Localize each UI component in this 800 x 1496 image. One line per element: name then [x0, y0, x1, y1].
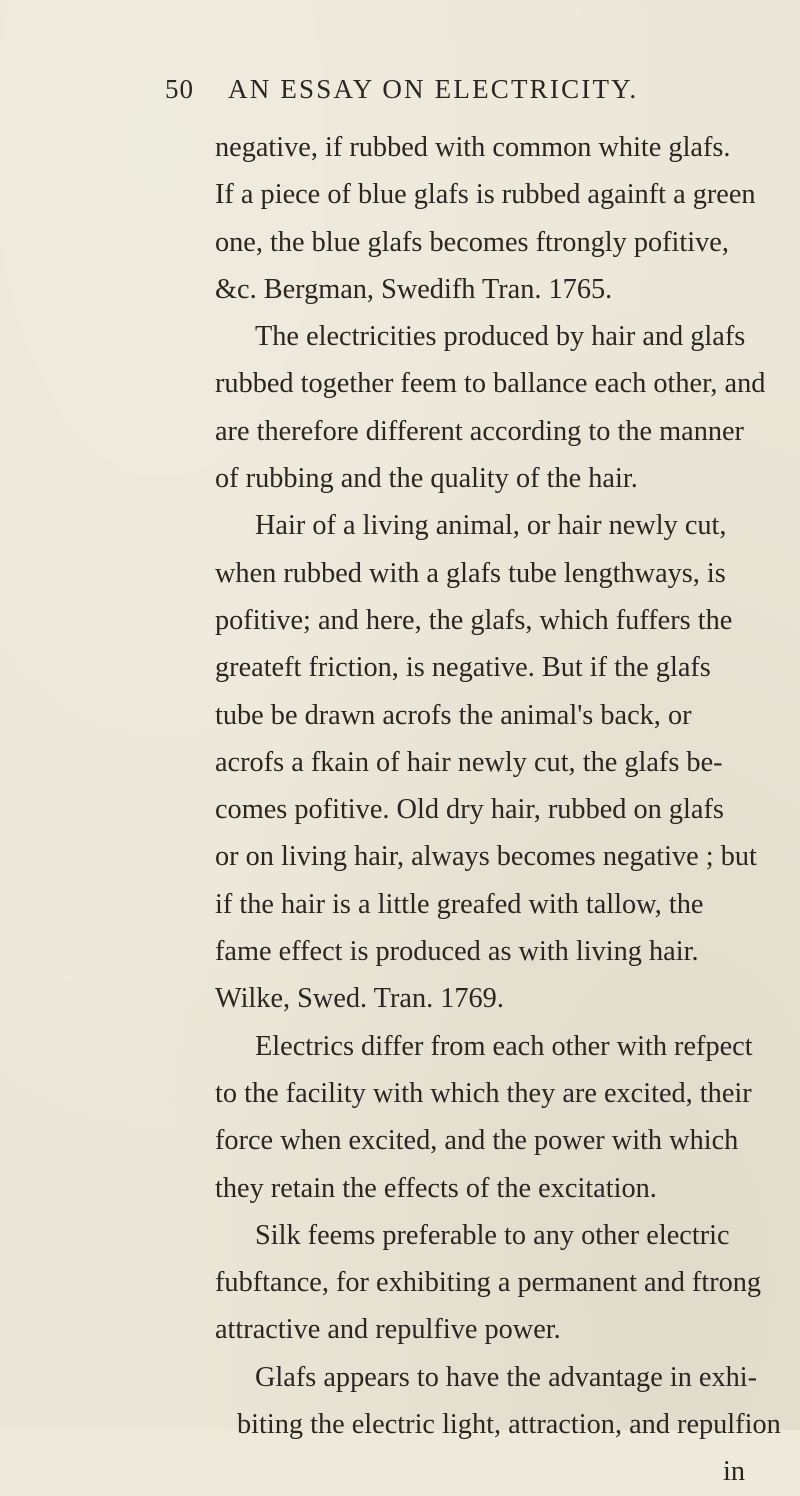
text-line: comes pofitive. Old dry hair, rubbed on glafs	[215, 794, 724, 826]
paragraph-start-line: The electricities produced by hair and glafs	[255, 321, 746, 353]
text-line: greateft friction, is negative. But if the glafs	[215, 652, 711, 684]
text-line: If a piece of blue glafs is rubbed againft a green	[215, 179, 756, 211]
body-text	[215, 124, 781, 1496]
text-line: fubftance, for exhibiting a permanent and ftrong	[215, 1267, 762, 1299]
paragraph-start-line: Glafs appears to have the advantage in exhi-	[255, 1361, 758, 1393]
text-line: rubbed together feem to ballance each other, and	[215, 368, 766, 400]
text-line: when rubbed with a glafs tube lengthways, is	[215, 557, 726, 589]
paragraph-start-line: Electrics differ from each other with refpect	[255, 1030, 753, 1062]
text-line: they retain the effects of the excitation.	[215, 1172, 657, 1204]
text-line: attractive and repulfive power.	[215, 1314, 561, 1346]
page-header	[165, 74, 725, 118]
text-line: negative, if rubbed with common white glafs.	[215, 132, 731, 163]
text-line: of rubbing and the quality of the hair.	[215, 463, 638, 495]
text-line: force when excited, and the power with which	[215, 1125, 739, 1157]
text-line: fame effect is produced as with living hair.	[215, 936, 699, 968]
paragraph-start-line: Hair of a living animal, or hair newly cut,	[255, 510, 727, 542]
catchword: in	[722, 1456, 745, 1488]
text-line: &c. Bergman, Swedifh Tran. 1765.	[215, 273, 613, 305]
text-line: acrofs a fkain of hair newly cut, the glafs be-	[215, 746, 723, 778]
text-line: biting the electric light, attraction, and repulfion	[237, 1409, 781, 1441]
text-line: or on living hair, always becomes negative ; but	[215, 841, 757, 873]
text-line: Wilke, Swed. Tran. 1769.	[215, 983, 504, 1015]
page-number: 50	[165, 74, 194, 104]
text-line: are therefore different according to the manner	[215, 415, 744, 447]
text-line: one, the blue glafs becomes ftrongly pofitive,	[215, 226, 729, 258]
text-line: pofitive; and here, the glafs, which fuffers the	[215, 604, 733, 636]
paragraph-start-line: Silk feems preferable to any other electric	[255, 1219, 730, 1251]
running-title: AN ESSAY ON ELECTRICITY.	[228, 74, 639, 104]
text-line: to the facility with which they are excited, their	[215, 1077, 752, 1109]
text-line: tube be drawn acrofs the animal's back, or	[215, 699, 692, 731]
text-line: if the hair is a little greafed with tallow, the	[215, 888, 704, 920]
